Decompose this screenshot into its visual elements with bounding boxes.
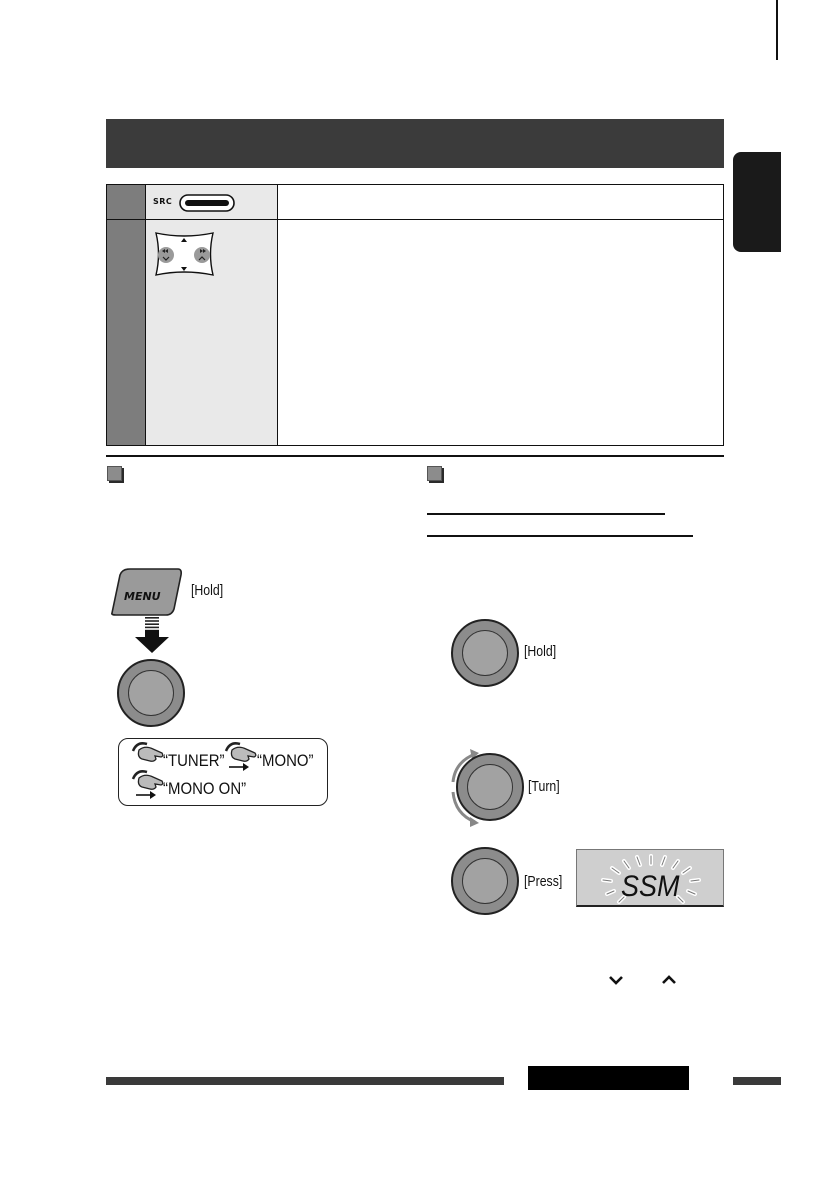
footer-page-box: [528, 1066, 689, 1090]
footer-bar-left: [106, 1077, 504, 1085]
control-dial-inner: [467, 764, 513, 810]
chevron-up-icon: [662, 975, 676, 985]
underline-rule: [427, 513, 665, 515]
control-icon-column: [146, 185, 278, 445]
control-dial-inner: [462, 858, 508, 904]
turn-hand-icon: [224, 741, 258, 763]
dial-turn-label: [Turn]: [528, 778, 560, 795]
ssm-display-panel: [576, 849, 724, 907]
src-label: SRC: [153, 197, 173, 206]
control-dial-press: [451, 847, 519, 915]
press-hand-icon: [131, 769, 165, 791]
control-dial-turn: [456, 753, 524, 821]
then-arrow-icon: [228, 763, 250, 771]
step-2-instruction: [285, 229, 715, 429]
row-separator: [107, 219, 723, 220]
preset-arrow-pad-icon: [152, 229, 217, 279]
src-button-icon: [179, 194, 235, 212]
control-dial-inner: [462, 630, 508, 676]
language-tab: [733, 152, 781, 252]
menu-hold-label: [Hold]: [191, 582, 224, 599]
then-arrow-icon: [135, 791, 157, 799]
top-edge-rule: [776, 0, 778, 60]
footer-bar-right: [733, 1077, 781, 1085]
step-table: [106, 184, 724, 446]
turn-hand-icon: [131, 741, 165, 763]
menu-button-label: MENU: [124, 590, 161, 603]
control-dial-hold: [451, 619, 519, 687]
left-section-bullet: [107, 466, 122, 481]
source-button-illustration: [153, 194, 273, 212]
chevron-down-icon: [609, 975, 623, 985]
down-arrow-icon: [134, 617, 170, 655]
section-divider: [106, 455, 724, 457]
sequence-step-mono-on: “MONO ON”: [163, 779, 247, 798]
ssm-display-text: SSM: [621, 870, 680, 903]
control-dial-left: [117, 659, 185, 727]
control-dial-inner: [128, 670, 174, 716]
menu-sequence-box: [118, 738, 328, 806]
right-section-bullet: [427, 466, 442, 481]
sequence-step-tuner: “TUNER”: [163, 751, 225, 770]
underline-rule: [427, 535, 693, 537]
dial-press-label: [Press]: [524, 873, 563, 890]
dial-hold-label: [Hold]: [524, 643, 557, 660]
step-1-instruction: [285, 193, 715, 213]
step-number-column: [107, 185, 146, 445]
sequence-step-mono: “MONO”: [257, 751, 314, 770]
section-header-band: [106, 119, 724, 168]
